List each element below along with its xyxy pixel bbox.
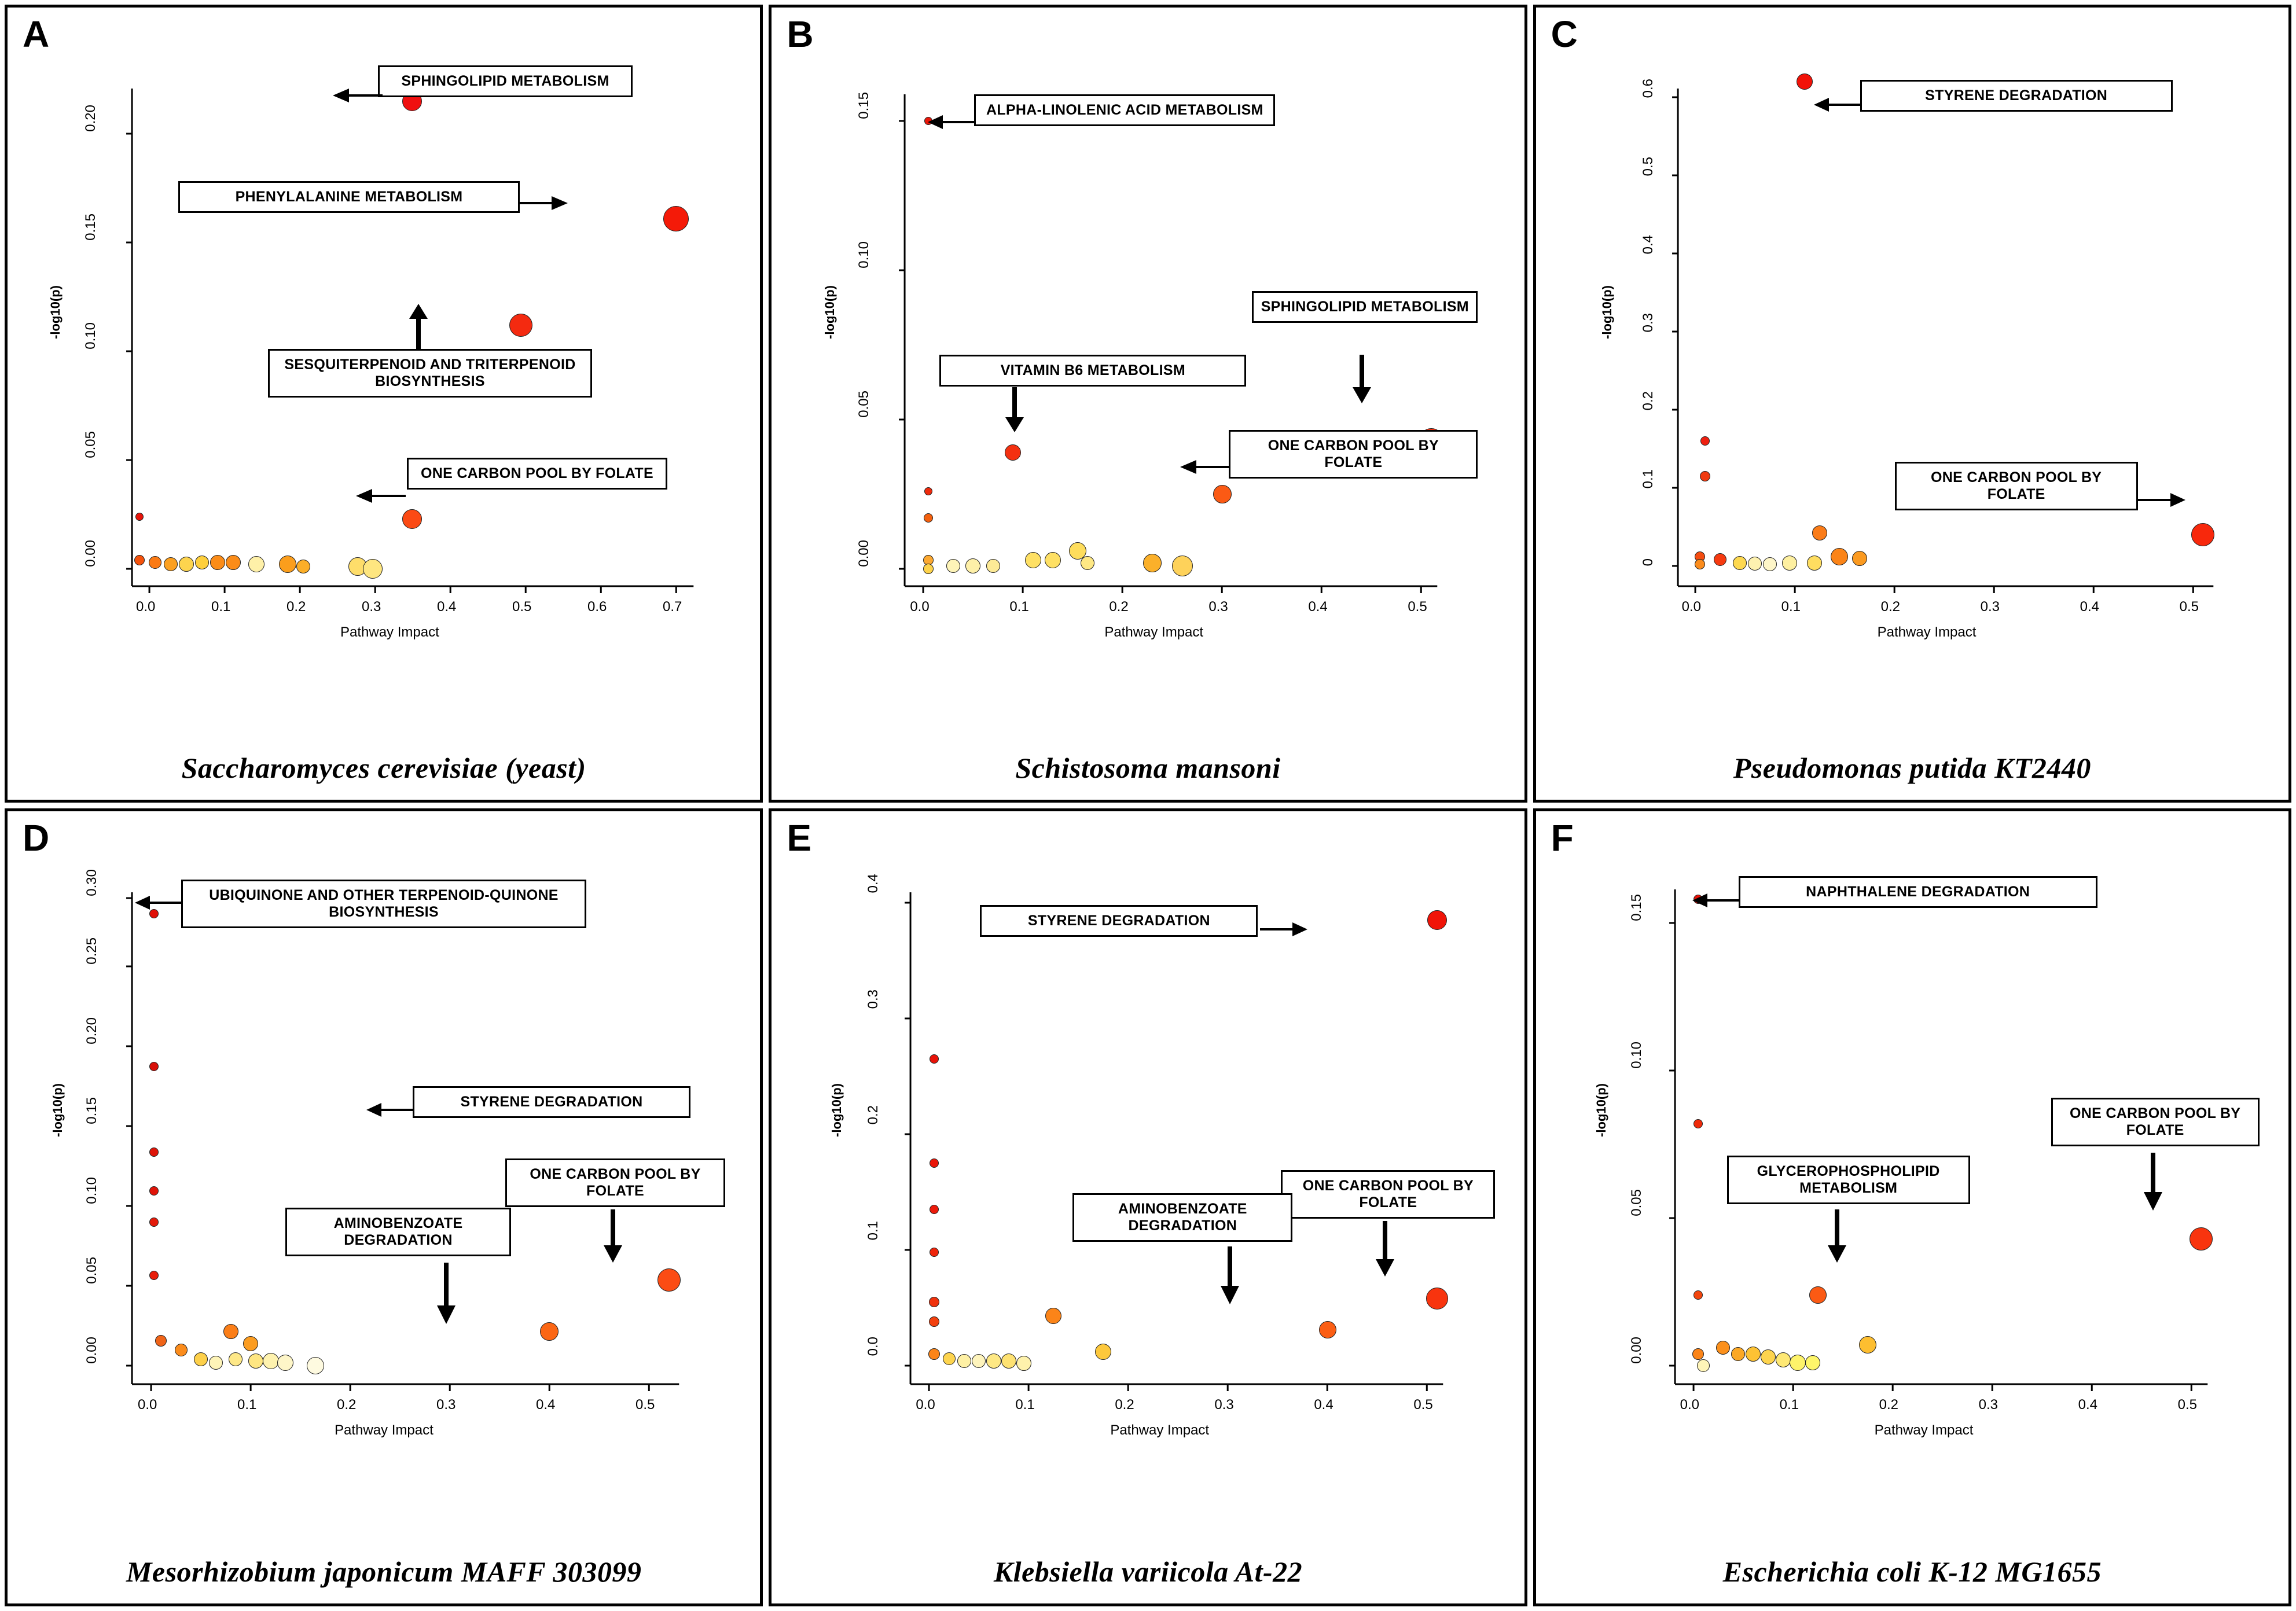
callout-e-2: AMINOBENZOATE DEGRADATION bbox=[1072, 1193, 1292, 1242]
x-tick-b-1: 0.1 bbox=[1009, 599, 1029, 615]
y-tick-d-0: 0.00 bbox=[84, 1337, 100, 1364]
y-tick-d-3: 0.15 bbox=[84, 1097, 100, 1124]
data-point bbox=[223, 1324, 238, 1339]
y-tick-e-2: 0.2 bbox=[865, 1105, 881, 1125]
x-tick-b-3: 0.3 bbox=[1208, 599, 1228, 615]
x-tick-b-5: 0.5 bbox=[1408, 599, 1427, 615]
y-tick-e-1: 0.1 bbox=[865, 1221, 881, 1241]
data-point bbox=[1763, 557, 1777, 571]
data-point bbox=[923, 564, 934, 574]
y-tick-c-4: 0.4 bbox=[1640, 235, 1656, 255]
x-tick-d-3: 0.3 bbox=[436, 1397, 456, 1413]
x-tick-c-3: 0.3 bbox=[1980, 599, 2000, 615]
data-point bbox=[1809, 1286, 1827, 1304]
species-label-e: Klebsiella variicola At-22 bbox=[993, 1555, 1303, 1588]
callout-d-2: ONE CARBON POOL BY FOLATE bbox=[505, 1158, 725, 1207]
arrow-a-1 bbox=[517, 194, 569, 217]
arrow-d-2 bbox=[601, 1209, 624, 1265]
x-tick-f-5: 0.5 bbox=[2177, 1397, 2198, 1413]
data-point bbox=[226, 555, 241, 570]
callout-f-0: NAPHTHALENE DEGRADATION bbox=[1739, 876, 2097, 908]
y-tick-b-2: 0.10 bbox=[856, 241, 872, 268]
data-point bbox=[175, 1344, 188, 1356]
callout-a-2: SESQUITERPENOID AND TRITERPENOID BIOSYNTHESIS bbox=[268, 349, 592, 398]
x-tick-f-1: 0.1 bbox=[1779, 1397, 1799, 1413]
species-label-a: Saccharomyces cerevisiae (yeast) bbox=[181, 752, 586, 784]
axis-lines-f bbox=[1536, 834, 2288, 1465]
x-tick-a-0: 0.0 bbox=[136, 599, 156, 615]
data-point bbox=[924, 487, 932, 495]
data-point bbox=[943, 1352, 956, 1365]
x-tick-a-1: 0.1 bbox=[211, 599, 231, 615]
data-point bbox=[1700, 471, 1710, 481]
data-point bbox=[928, 1348, 940, 1360]
arrow-b-3 bbox=[1179, 458, 1231, 481]
data-point bbox=[263, 1353, 279, 1369]
data-point bbox=[1016, 1356, 1031, 1371]
y-tick-c-2: 0.2 bbox=[1640, 391, 1656, 411]
x-tick-f-0: 0.0 bbox=[1680, 1397, 1700, 1413]
data-point bbox=[2190, 1227, 2213, 1250]
x-tick-c-4: 0.4 bbox=[2080, 599, 2100, 615]
y-tick-a-2: 0.10 bbox=[83, 322, 98, 350]
data-point bbox=[930, 1054, 939, 1064]
x-axis-label-f: Pathway Impact bbox=[1874, 1422, 1974, 1438]
y-tick-c-5: 0.5 bbox=[1640, 157, 1656, 176]
x-tick-e-1: 0.1 bbox=[1015, 1397, 1035, 1413]
callout-e-0: STYRENE DEGRADATION bbox=[980, 905, 1258, 937]
data-point bbox=[1319, 1321, 1336, 1338]
y-tick-f-0: 0.00 bbox=[1628, 1337, 1644, 1364]
x-tick-e-5: 0.5 bbox=[1413, 1397, 1433, 1413]
data-point bbox=[1025, 552, 1041, 568]
data-point bbox=[279, 556, 296, 573]
data-point bbox=[1733, 556, 1747, 570]
data-point bbox=[1714, 553, 1726, 566]
data-point bbox=[929, 1316, 939, 1327]
y-tick-d-1: 0.05 bbox=[84, 1257, 100, 1284]
y-tick-e-4: 0.4 bbox=[865, 874, 881, 893]
y-tick-f-1: 0.05 bbox=[1628, 1189, 1644, 1216]
data-point bbox=[1001, 1353, 1016, 1369]
y-tick-d-2: 0.10 bbox=[84, 1177, 100, 1204]
data-point bbox=[1776, 1352, 1791, 1367]
axis-lines-d bbox=[8, 834, 760, 1465]
data-point bbox=[663, 206, 689, 231]
x-tick-a-7: 0.7 bbox=[663, 599, 682, 615]
panel-letter-a: A bbox=[23, 13, 50, 55]
y-tick-f-2: 0.10 bbox=[1628, 1042, 1644, 1069]
arrow-b-1 bbox=[1003, 387, 1026, 433]
data-point bbox=[149, 1271, 159, 1280]
y-axis-label-a: -log10(p) bbox=[48, 285, 63, 339]
arrow-c-0 bbox=[1813, 95, 1862, 119]
data-point bbox=[1172, 556, 1193, 576]
panel-b bbox=[769, 5, 1527, 803]
data-point bbox=[307, 1357, 324, 1374]
x-tick-a-3: 0.3 bbox=[362, 599, 381, 615]
data-point bbox=[540, 1322, 559, 1341]
x-tick-d-5: 0.5 bbox=[635, 1397, 655, 1413]
y-tick-b-3: 0.15 bbox=[856, 92, 872, 119]
species-label-d: Mesorhizobium japonicum MAFF 303099 bbox=[126, 1555, 642, 1588]
data-point bbox=[1852, 551, 1867, 566]
callout-c-1: ONE CARBON POOL BY FOLATE bbox=[1895, 462, 2138, 510]
panel-letter-b: B bbox=[787, 13, 814, 55]
data-point bbox=[1748, 557, 1762, 571]
callout-b-1: VITAMIN B6 METABOLISM bbox=[939, 355, 1246, 387]
arrow-d-0 bbox=[134, 893, 183, 917]
y-tick-c-1: 0.1 bbox=[1640, 469, 1656, 489]
x-tick-f-2: 0.2 bbox=[1879, 1397, 1899, 1413]
x-tick-a-6: 0.6 bbox=[587, 599, 607, 615]
data-point bbox=[1782, 556, 1797, 571]
axis-lines-c bbox=[1536, 31, 2288, 661]
data-point bbox=[1081, 556, 1094, 570]
data-point bbox=[1045, 552, 1061, 568]
x-tick-f-3: 0.3 bbox=[1978, 1397, 1999, 1413]
arrow-a-0 bbox=[332, 84, 384, 107]
data-point bbox=[1859, 1336, 1876, 1353]
data-point bbox=[2191, 523, 2214, 546]
arrow-f-0 bbox=[1691, 891, 1741, 914]
data-point bbox=[930, 1248, 939, 1257]
data-point bbox=[986, 559, 1000, 573]
data-point bbox=[1761, 1349, 1776, 1364]
x-tick-a-2: 0.2 bbox=[286, 599, 306, 615]
x-tick-b-2: 0.2 bbox=[1109, 599, 1129, 615]
x-tick-c-2: 0.2 bbox=[1880, 599, 1901, 615]
y-axis-label-f: -log10(p) bbox=[1593, 1083, 1608, 1137]
arrow-a-2 bbox=[407, 303, 430, 351]
x-tick-f-4: 0.4 bbox=[2078, 1397, 2098, 1413]
scatter-plot-d bbox=[8, 834, 760, 1465]
callout-b-0: ALPHA-LINOLENIC ACID METABOLISM bbox=[974, 94, 1275, 126]
panel-letter-d: D bbox=[23, 817, 50, 859]
axis-lines-a bbox=[8, 31, 760, 661]
data-point bbox=[1807, 556, 1822, 571]
x-tick-c-0: 0.0 bbox=[1681, 599, 1702, 615]
y-axis-label-b: -log10(p) bbox=[822, 285, 837, 339]
y-tick-a-3: 0.15 bbox=[83, 214, 98, 241]
arrow-f-2 bbox=[1825, 1209, 1849, 1265]
x-axis-label-e: Pathway Impact bbox=[1110, 1422, 1210, 1438]
arrow-b-0 bbox=[927, 113, 976, 136]
y-tick-a-0: 0.00 bbox=[83, 540, 98, 567]
scatter-plot-c bbox=[1536, 31, 2288, 661]
y-tick-e-0: 0.0 bbox=[865, 1337, 881, 1356]
x-tick-a-5: 0.5 bbox=[512, 599, 532, 615]
data-point bbox=[296, 560, 310, 573]
panel-letter-c: C bbox=[1551, 13, 1578, 55]
x-tick-d-2: 0.2 bbox=[337, 1397, 357, 1413]
callout-d-0: UBIQUINONE AND OTHER TERPENOID-QUINONE BIOSYNTHESIS bbox=[181, 880, 586, 928]
data-point bbox=[657, 1268, 681, 1292]
scatter-plot-f bbox=[1536, 834, 2288, 1465]
y-tick-e-3: 0.3 bbox=[865, 990, 881, 1009]
data-point bbox=[248, 1353, 263, 1369]
data-point bbox=[1692, 1348, 1704, 1360]
arrow-d-1 bbox=[365, 1101, 415, 1124]
data-point bbox=[1697, 1359, 1710, 1372]
species-label-f: Escherichia coli K-12 MG1655 bbox=[1722, 1555, 2102, 1588]
panel-e bbox=[769, 808, 1527, 1606]
x-tick-c-1: 0.1 bbox=[1781, 599, 1801, 615]
data-point bbox=[1731, 1347, 1745, 1361]
data-point bbox=[946, 559, 960, 573]
x-tick-b-0: 0.0 bbox=[910, 599, 930, 615]
data-point bbox=[209, 1356, 223, 1370]
data-point bbox=[1427, 910, 1447, 930]
callout-f-1: ONE CARBON POOL BY FOLATE bbox=[2051, 1098, 2260, 1146]
x-axis-label-b: Pathway Impact bbox=[1104, 624, 1204, 640]
y-axis-label-c: -log10(p) bbox=[1599, 285, 1614, 339]
arrow-f-1 bbox=[2141, 1153, 2165, 1213]
data-point bbox=[210, 555, 225, 570]
data-point bbox=[509, 314, 532, 337]
y-tick-d-4: 0.20 bbox=[84, 1017, 100, 1044]
panel-letter-e: E bbox=[787, 817, 812, 859]
x-tick-e-0: 0.0 bbox=[916, 1397, 935, 1413]
data-point bbox=[402, 509, 422, 529]
species-label-c: Pseudomonas putida KT2440 bbox=[1733, 752, 2091, 784]
y-tick-a-1: 0.05 bbox=[83, 431, 98, 458]
x-tick-d-4: 0.4 bbox=[536, 1397, 556, 1413]
callout-d-3: AMINOBENZOATE DEGRADATION bbox=[285, 1208, 511, 1256]
callout-a-1: PHENYLALANINE METABOLISM bbox=[178, 181, 520, 213]
y-tick-b-0: 0.00 bbox=[856, 540, 872, 567]
panel-a bbox=[5, 5, 763, 803]
callout-b-2: SPHINGOLIPID METABOLISM bbox=[1252, 291, 1478, 323]
species-label-b: Schistosoma mansoni bbox=[1015, 752, 1281, 784]
data-point bbox=[929, 1297, 939, 1307]
data-point bbox=[1143, 554, 1162, 572]
arrow-b-2 bbox=[1350, 355, 1373, 404]
data-point bbox=[1812, 525, 1827, 540]
data-point bbox=[277, 1355, 293, 1371]
x-axis-label-c: Pathway Impact bbox=[1877, 624, 1977, 640]
callout-c-0: STYRENE DEGRADATION bbox=[1860, 80, 2173, 112]
y-tick-a-4: 0.20 bbox=[83, 105, 98, 132]
data-point bbox=[1831, 548, 1848, 565]
callout-a-0: SPHINGOLIPID METABOLISM bbox=[378, 65, 633, 97]
data-point bbox=[195, 556, 209, 569]
x-tick-e-2: 0.2 bbox=[1115, 1397, 1134, 1413]
arrow-d-3 bbox=[435, 1263, 458, 1326]
data-point bbox=[930, 1205, 939, 1214]
y-axis-label-e: -log10(p) bbox=[829, 1083, 844, 1137]
scatter-plot-b bbox=[772, 31, 1524, 661]
arrow-e-2 bbox=[1218, 1246, 1241, 1307]
arrow-e-1 bbox=[1373, 1221, 1397, 1279]
data-point bbox=[1805, 1355, 1820, 1370]
data-point bbox=[1213, 485, 1232, 503]
data-point bbox=[1693, 1290, 1703, 1300]
x-tick-e-3: 0.3 bbox=[1214, 1397, 1234, 1413]
callout-e-1: ONE CARBON POOL BY FOLATE bbox=[1281, 1170, 1495, 1219]
arrow-a-3 bbox=[355, 487, 407, 510]
data-point bbox=[1746, 1347, 1761, 1362]
data-point bbox=[1426, 1288, 1448, 1310]
arrow-e-0 bbox=[1259, 920, 1309, 943]
data-point bbox=[1797, 73, 1813, 90]
callout-b-3: ONE CARBON POOL BY FOLATE bbox=[1229, 430, 1478, 479]
x-tick-d-1: 0.1 bbox=[237, 1397, 257, 1413]
x-tick-d-0: 0.0 bbox=[138, 1397, 157, 1413]
panel-f bbox=[1533, 808, 2291, 1606]
y-tick-c-0: 0 bbox=[1640, 558, 1656, 567]
data-point bbox=[957, 1354, 971, 1368]
arrow-c-1 bbox=[2137, 491, 2187, 514]
x-tick-a-4: 0.4 bbox=[437, 599, 457, 615]
y-tick-d-5: 0.25 bbox=[84, 937, 100, 965]
panel-d bbox=[5, 808, 763, 1606]
x-tick-e-4: 0.4 bbox=[1314, 1397, 1333, 1413]
data-point bbox=[930, 1158, 939, 1168]
x-tick-b-4: 0.4 bbox=[1308, 599, 1328, 615]
y-tick-d-6: 0.30 bbox=[84, 869, 100, 896]
data-point bbox=[1700, 436, 1710, 446]
data-point bbox=[149, 556, 161, 569]
x-axis-label-a: Pathway Impact bbox=[340, 624, 439, 640]
callout-d-1: STYRENE DEGRADATION bbox=[413, 1086, 690, 1118]
panel-letter-f: F bbox=[1551, 817, 1574, 859]
y-tick-c-3: 0.3 bbox=[1640, 313, 1656, 333]
y-axis-label-d: -log10(p) bbox=[50, 1083, 65, 1137]
y-tick-b-1: 0.05 bbox=[856, 391, 872, 418]
panel-c bbox=[1533, 5, 2291, 803]
x-axis-label-d: Pathway Impact bbox=[335, 1422, 434, 1438]
data-point bbox=[1005, 444, 1021, 461]
y-tick-c-6: 0.6 bbox=[1640, 79, 1656, 98]
callout-f-2: GLYCEROPHOSPHOLIPID METABOLISM bbox=[1727, 1156, 1970, 1204]
scatter-plot-a bbox=[8, 31, 760, 661]
y-tick-f-3: 0.15 bbox=[1628, 894, 1644, 921]
scatter-plot-e bbox=[772, 834, 1524, 1465]
callout-a-3: ONE CARBON POOL BY FOLATE bbox=[407, 458, 667, 490]
data-point bbox=[149, 1062, 159, 1071]
x-tick-c-5: 0.5 bbox=[2179, 599, 2199, 615]
